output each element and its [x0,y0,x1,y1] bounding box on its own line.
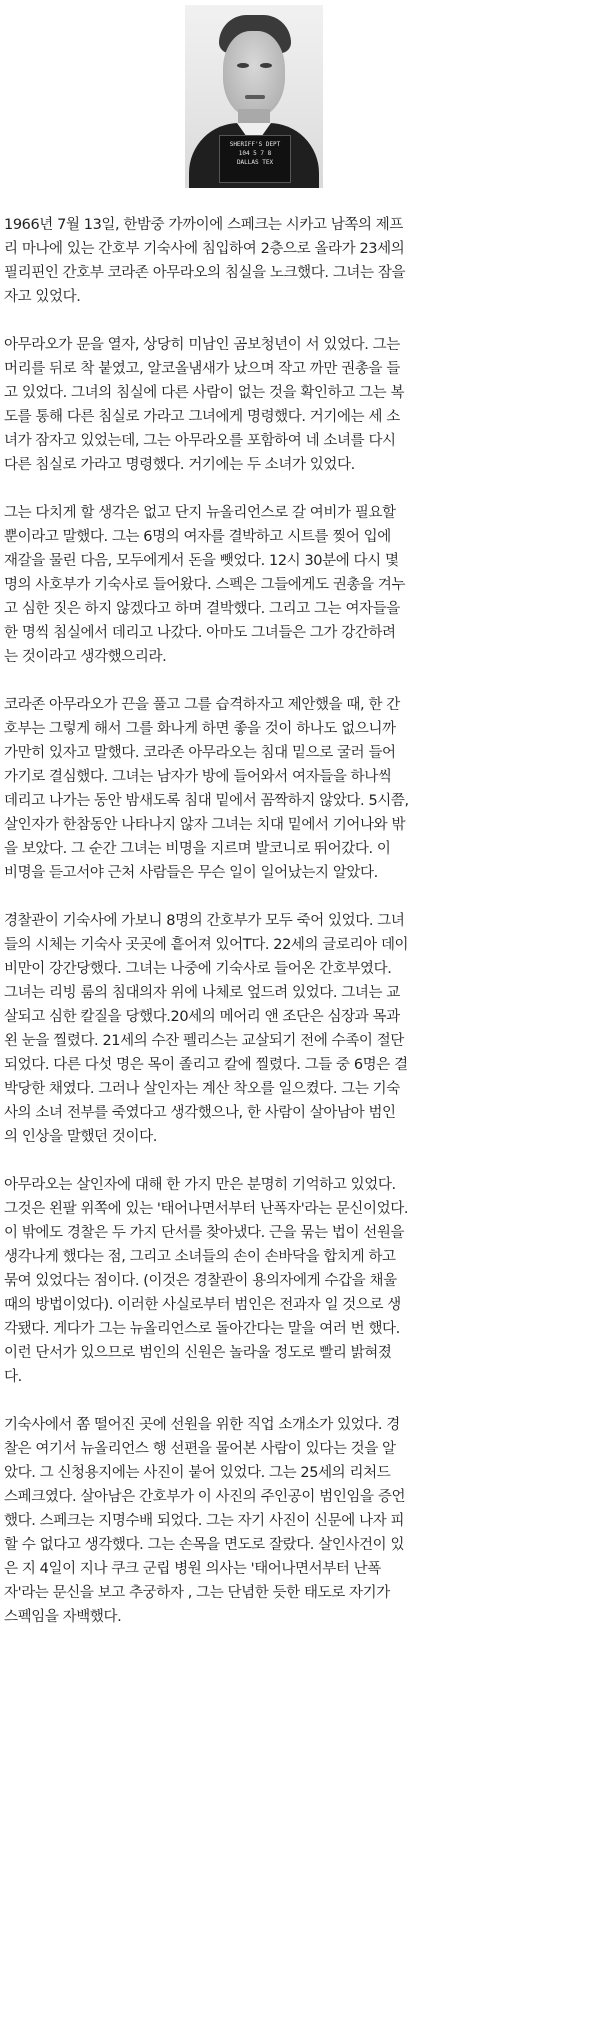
text-line: 경찰관이 기숙사에 가보니 8명의 간호부가 모두 죽어 있었다. 그녀 [4,913,405,929]
text-line: 자고 있었다. [4,289,81,305]
text-line: 찰은 여기서 뉴올리언스 행 선편을 물어본 사람이 있다는 것을 알 [4,1441,396,1457]
text-line: 고 심한 짓은 하지 않겠다고 하며 결박했다. 그리고 그는 여자들을 [4,601,400,617]
text-line: 고 있었다. 그녀의 침실에 다른 사람이 없는 것을 확인하고 그는 복 [4,385,405,401]
text-line: 묶여 있었다는 점이다. (이것은 경찰관이 용의자에게 수갑을 채울 [4,1273,397,1289]
text-line: 들의 시체는 기숙사 곳곳에 흩어져 있어T다. 22세의 글로리아 데이 [4,937,409,953]
paragraph-2 [4,333,596,477]
photo-mouth [245,95,265,99]
text-line: 필리핀인 간호부 코라존 아무라오의 침실을 노크했다. 그녀는 잠을 [4,265,406,281]
paragraph-7 [4,1413,596,1629]
text-line: 각됐다. 게다가 그는 뉴올리언스로 돌아간다는 말을 여러 번 했다. [4,1321,400,1337]
mugshot-photo [185,5,323,188]
paragraph-1 [4,213,596,309]
text-line: 가만히 있자고 말했다. 코라존 아무라오는 침대 밑으로 굴러 들어 [4,745,396,761]
placard-line: SHERIFF'S DEPT [229,141,281,148]
text-line: 이런 단서가 있으므로 범인의 신원은 놀라울 정도로 빨리 밝혀졌 [4,1345,392,1361]
article-body [4,213,596,1653]
text-line: 다른 침실로 가라고 명령했다. 거기에는 두 소녀가 있었다. [4,457,355,473]
text-line: 아무라오가 문을 열자, 상당히 미남인 곰보청년이 서 있었다. 그는 [4,337,400,353]
text-line: 도를 통해 다른 침실로 가라고 그녀에게 명령했다. 거기에는 세 소 [4,409,400,425]
text-line: 살인자가 한참동안 나타나지 않자 그녀는 치대 밑에서 기어나와 밖 [4,817,406,833]
paragraph-6 [4,1173,596,1389]
text-line: 머리를 뒤로 착 붙였고, 알코올냄새가 났으며 작고 까만 권총을 들 [4,361,400,377]
text-line: 1966년 7월 13일, 한밤중 가까이에 스페크는 시카고 남쪽의 제프 [4,217,404,233]
placard-line: DALLAS TEX [236,159,274,166]
text-line: 뿐이라고 말했다. 그는 6명의 여자를 결박하고 시트를 찢어 입에 [4,529,391,545]
text-line: 스펙임을 자백했다. [4,1609,122,1625]
text-line: 을 보았다. 그 순간 그녀는 비명을 지르며 발코니로 뛰어갔다. 이 [4,841,391,857]
text-line: 명의 사호부가 기숙사로 들어왔다. 스펙은 그들에게도 권총을 겨누 [4,577,406,593]
text-line: 다. [4,1369,22,1385]
text-line: 한 명씩 침실에서 데리고 나갔다. 아마도 그녀들은 그가 강간하려 [4,625,396,641]
text-line: 했다. 스페크는 지명수배 되었다. 그는 자기 사진이 신문에 나자 피 [4,1513,405,1529]
text-line: 그것은 왼팔 위쪽에 있는 '태어나면서부터 난폭자'라는 문신이었다. [4,1201,409,1217]
text-line: 아무라오는 살인자에 대해 한 가지 만은 분명히 기억하고 있었다. [4,1177,396,1193]
text-line: 녀가 잠자고 있었는데, 그는 아무라오를 포함하여 네 소녀를 다시 [4,433,396,449]
text-line: 그녀는 리빙 룸의 침대의자 위에 나체로 엎드려 있었다. 그녀는 교 [4,985,400,1001]
text-line: 의 인상을 말했던 것이다. [4,1129,157,1145]
photo-face [223,31,285,117]
text-line: 스페크였다. 살아남은 간호부가 이 사진의 주인공이 범인임을 증언 [4,1489,406,1505]
text-line: 가기로 결심했다. 그녀는 남자가 방에 들어와서 여자들을 하나씩 [4,769,392,785]
text-line: 데리고 나가는 동안 밤새도록 침대 밑에서 꼼짝하지 않았다. 5시쯤, [4,793,409,809]
text-line: 사의 소녀 전부를 죽였다고 생각했으나, 한 사람이 살아남아 범인 [4,1105,396,1121]
text-line: 비만이 강간당했다. 그녀는 나중에 기숙사로 들어온 간호부였다. [4,961,392,977]
text-line: 왼 눈을 찔렸다. 21세의 수잔 펠리스는 교살되기 전에 수족이 절단 [4,1033,404,1049]
text-line: 생각나게 했다는 점, 그리고 소녀들의 손이 손바닥을 합치게 하고 [4,1249,396,1265]
text-line: 자'라는 문신을 보고 추궁하자 , 그는 단념한 듯한 태도로 자기가 [4,1585,390,1601]
photo-left-eye [237,63,249,68]
text-line: 은 지 4일이 지나 쿠크 군립 병원 의사는 '태어나면서부터 난폭 [4,1561,381,1577]
photo-right-eye [260,63,272,68]
text-line: 는 것이라고 생각했으리라. [4,649,167,665]
text-line: 되었다. 다른 다섯 명은 목이 졸리고 칼에 찔렸다. 그들 중 6명은 결 [4,1057,408,1073]
text-line: 기숙사에서 쫌 떨어진 곳에 선원을 위한 직업 소개소가 있었다. 경 [4,1417,400,1433]
paragraph-4 [4,693,596,885]
text-line: 리 마나에 있는 간호부 기숙사에 침입하여 2층으로 올라가 23세의 [4,241,405,257]
text-line: 코라존 아무라오가 끈을 풀고 그를 습격하자고 제안했을 때, 한 간 [4,697,400,713]
text-line: 그는 다치게 할 생각은 없고 단지 뉴올리언스로 갈 여비가 필요할 [4,505,396,521]
mugshot-placard [219,135,291,183]
text-line: 비명을 듣고서야 근처 사람들은 무슨 일이 일어났는지 알았다. [4,865,378,881]
text-line: 박당한 채였다. 그러나 살인자는 계산 착오를 일으켰다. 그는 기숙 [4,1081,400,1097]
text-line: 때의 방법이었다). 이러한 사실로부터 범인은 전과자 일 것으로 생 [4,1297,401,1313]
paragraph-5 [4,909,596,1149]
text-line: 호부는 그렇게 해서 그를 화나게 하면 좋을 것이 하나도 없으니까 [4,721,396,737]
text-line: 할 수 없다고 생각했다. 그는 손목을 면도로 잘랐다. 살인사건이 있 [4,1537,405,1553]
text-line: 이 밖에도 경찰은 두 가지 단서를 찾아냈다. 근을 묶는 법이 선원을 [4,1225,405,1241]
placard-line: 104 5 7 8 [238,150,272,157]
text-line: 았다. 그 신청용지에는 사진이 붙어 있었다. 그는 25세의 리처드 [4,1465,391,1481]
text-line: 재갈을 물린 다음, 모두에게서 돈을 뺏었다. 12시 30분에 다시 몇 [4,553,399,569]
text-line: 살되고 심한 칼질을 당했다.20세의 메어리 앤 조단은 심장과 목과 [4,1009,400,1025]
paragraph-3 [4,501,596,669]
